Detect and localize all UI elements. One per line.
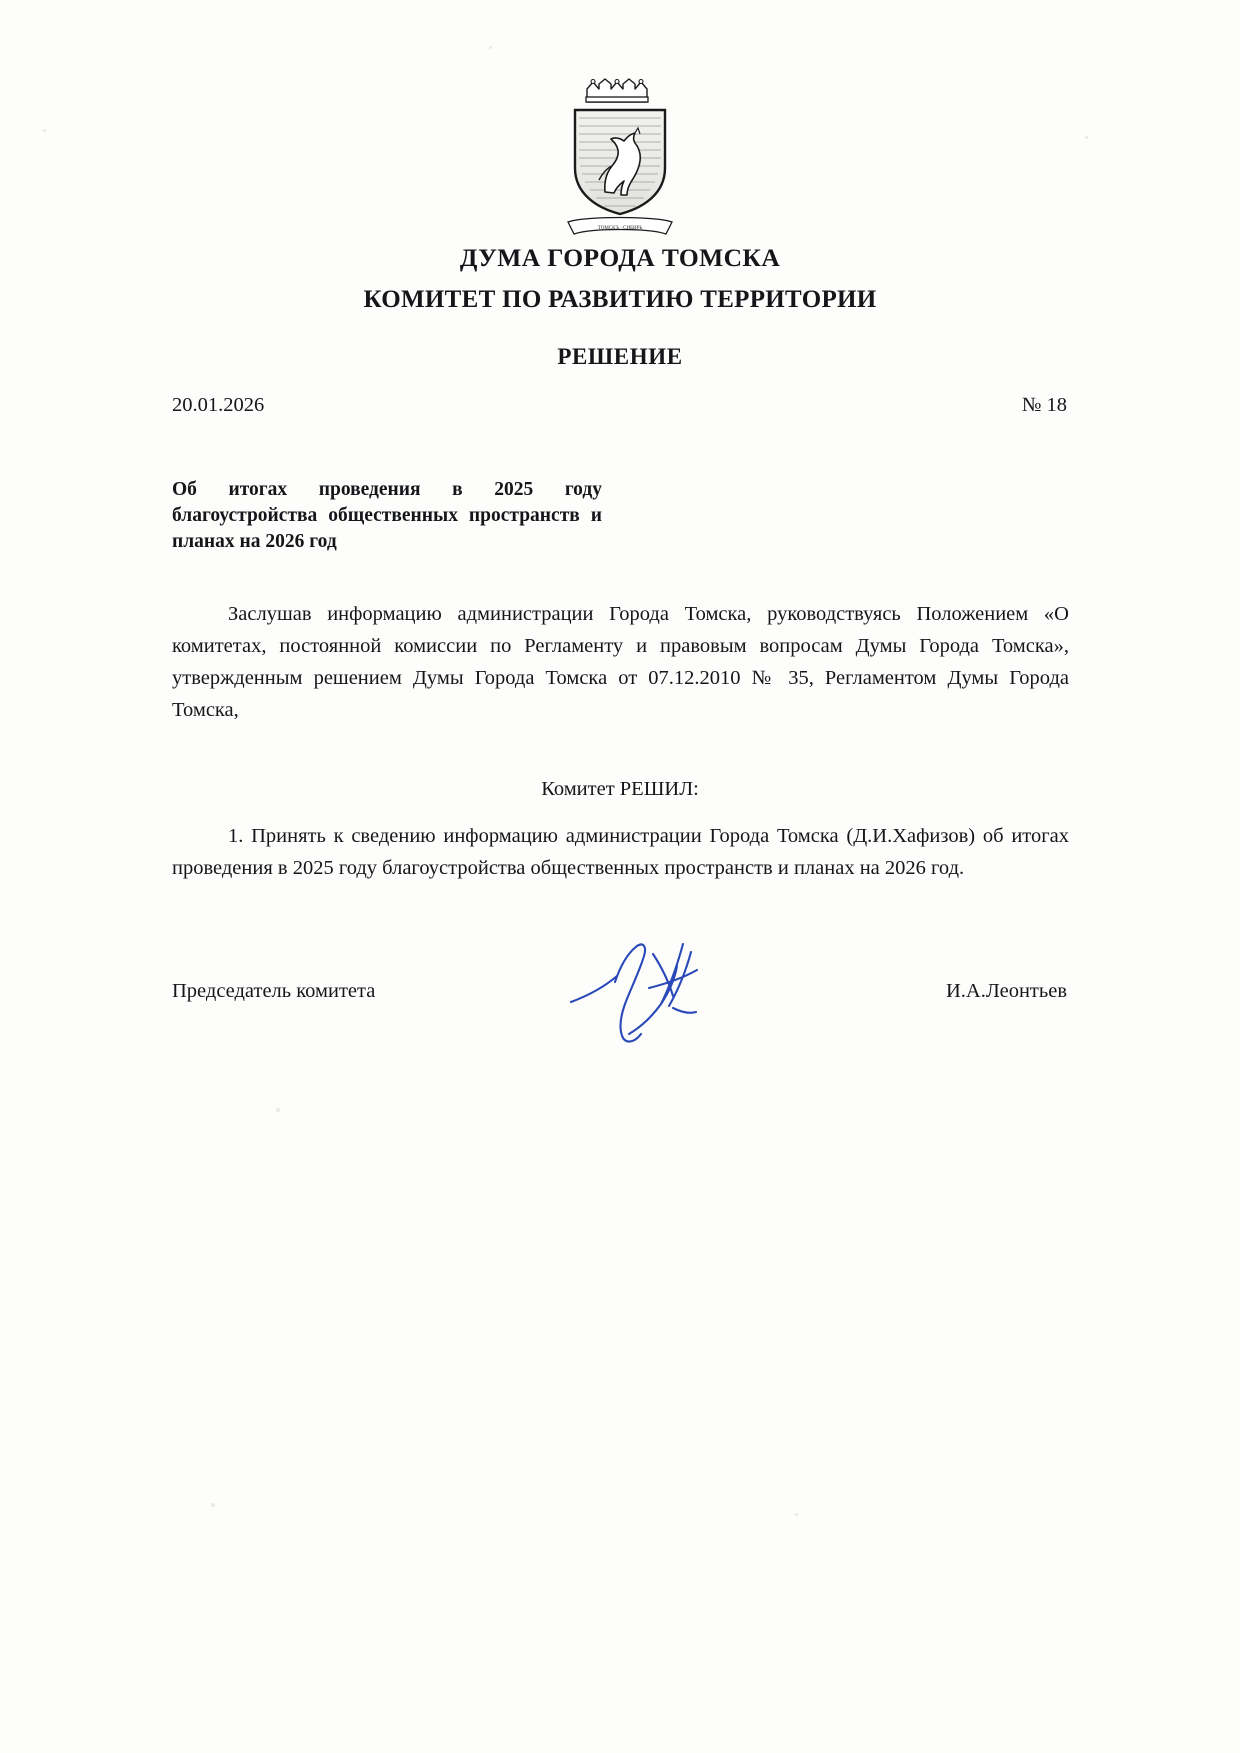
document-meta (172, 394, 1067, 417)
clause-1: 1. Принять к сведению информацию администрации Города Томска (Д.И.Хафизов) об итогах проведения в 2025 году благоустройства общественных пространств и планах на 2026 год. (172, 825, 1069, 879)
paper-speck (489, 46, 492, 49)
shield-with-horse-icon (571, 106, 669, 218)
ribbon-icon (566, 216, 674, 238)
coat-of-arms (0, 78, 1240, 238)
paper-speck (211, 1503, 215, 1507)
document-date: 20.01.2026 (172, 394, 265, 416)
paper-speck (276, 1108, 280, 1112)
document-number: № 18 (1021, 394, 1067, 416)
page-title: ДУМА ГОРОДА ТОМСКА (459, 243, 781, 272)
signer-role: Председатель комитета (172, 980, 376, 1002)
document-type: РЕШЕНИЕ (557, 344, 683, 369)
paper-speck (795, 1513, 798, 1516)
preamble-text: Заслушав информацию администрации Города Томска, руководствуясь Положением «О комитетах, постоянной комиссии по Регламенту и правовым вопросам Думы Города Томска», утвержденным решением Думы Города Томска от 07.12.2010 № 35, Регламентом Думы Города Томска, (172, 603, 1069, 721)
svg-text:ТОМСКЪ · СИБИРЬ: ТОМСКЪ · СИБИРЬ (597, 226, 643, 231)
crown-icon (584, 78, 656, 104)
document-subject: Об итогах проведения в 2025 году благоустройства общественных пространств и планах на 2026 год (172, 479, 602, 552)
signer-name: И.А.Леонтьев (945, 980, 1067, 1002)
signature-row (172, 980, 1067, 1003)
committee-title: КОМИТЕТ ПО РАЗВИТИЮ ТЕРРИТОРИИ (363, 286, 877, 313)
decision-heading: Комитет РЕШИЛ: (541, 778, 699, 800)
